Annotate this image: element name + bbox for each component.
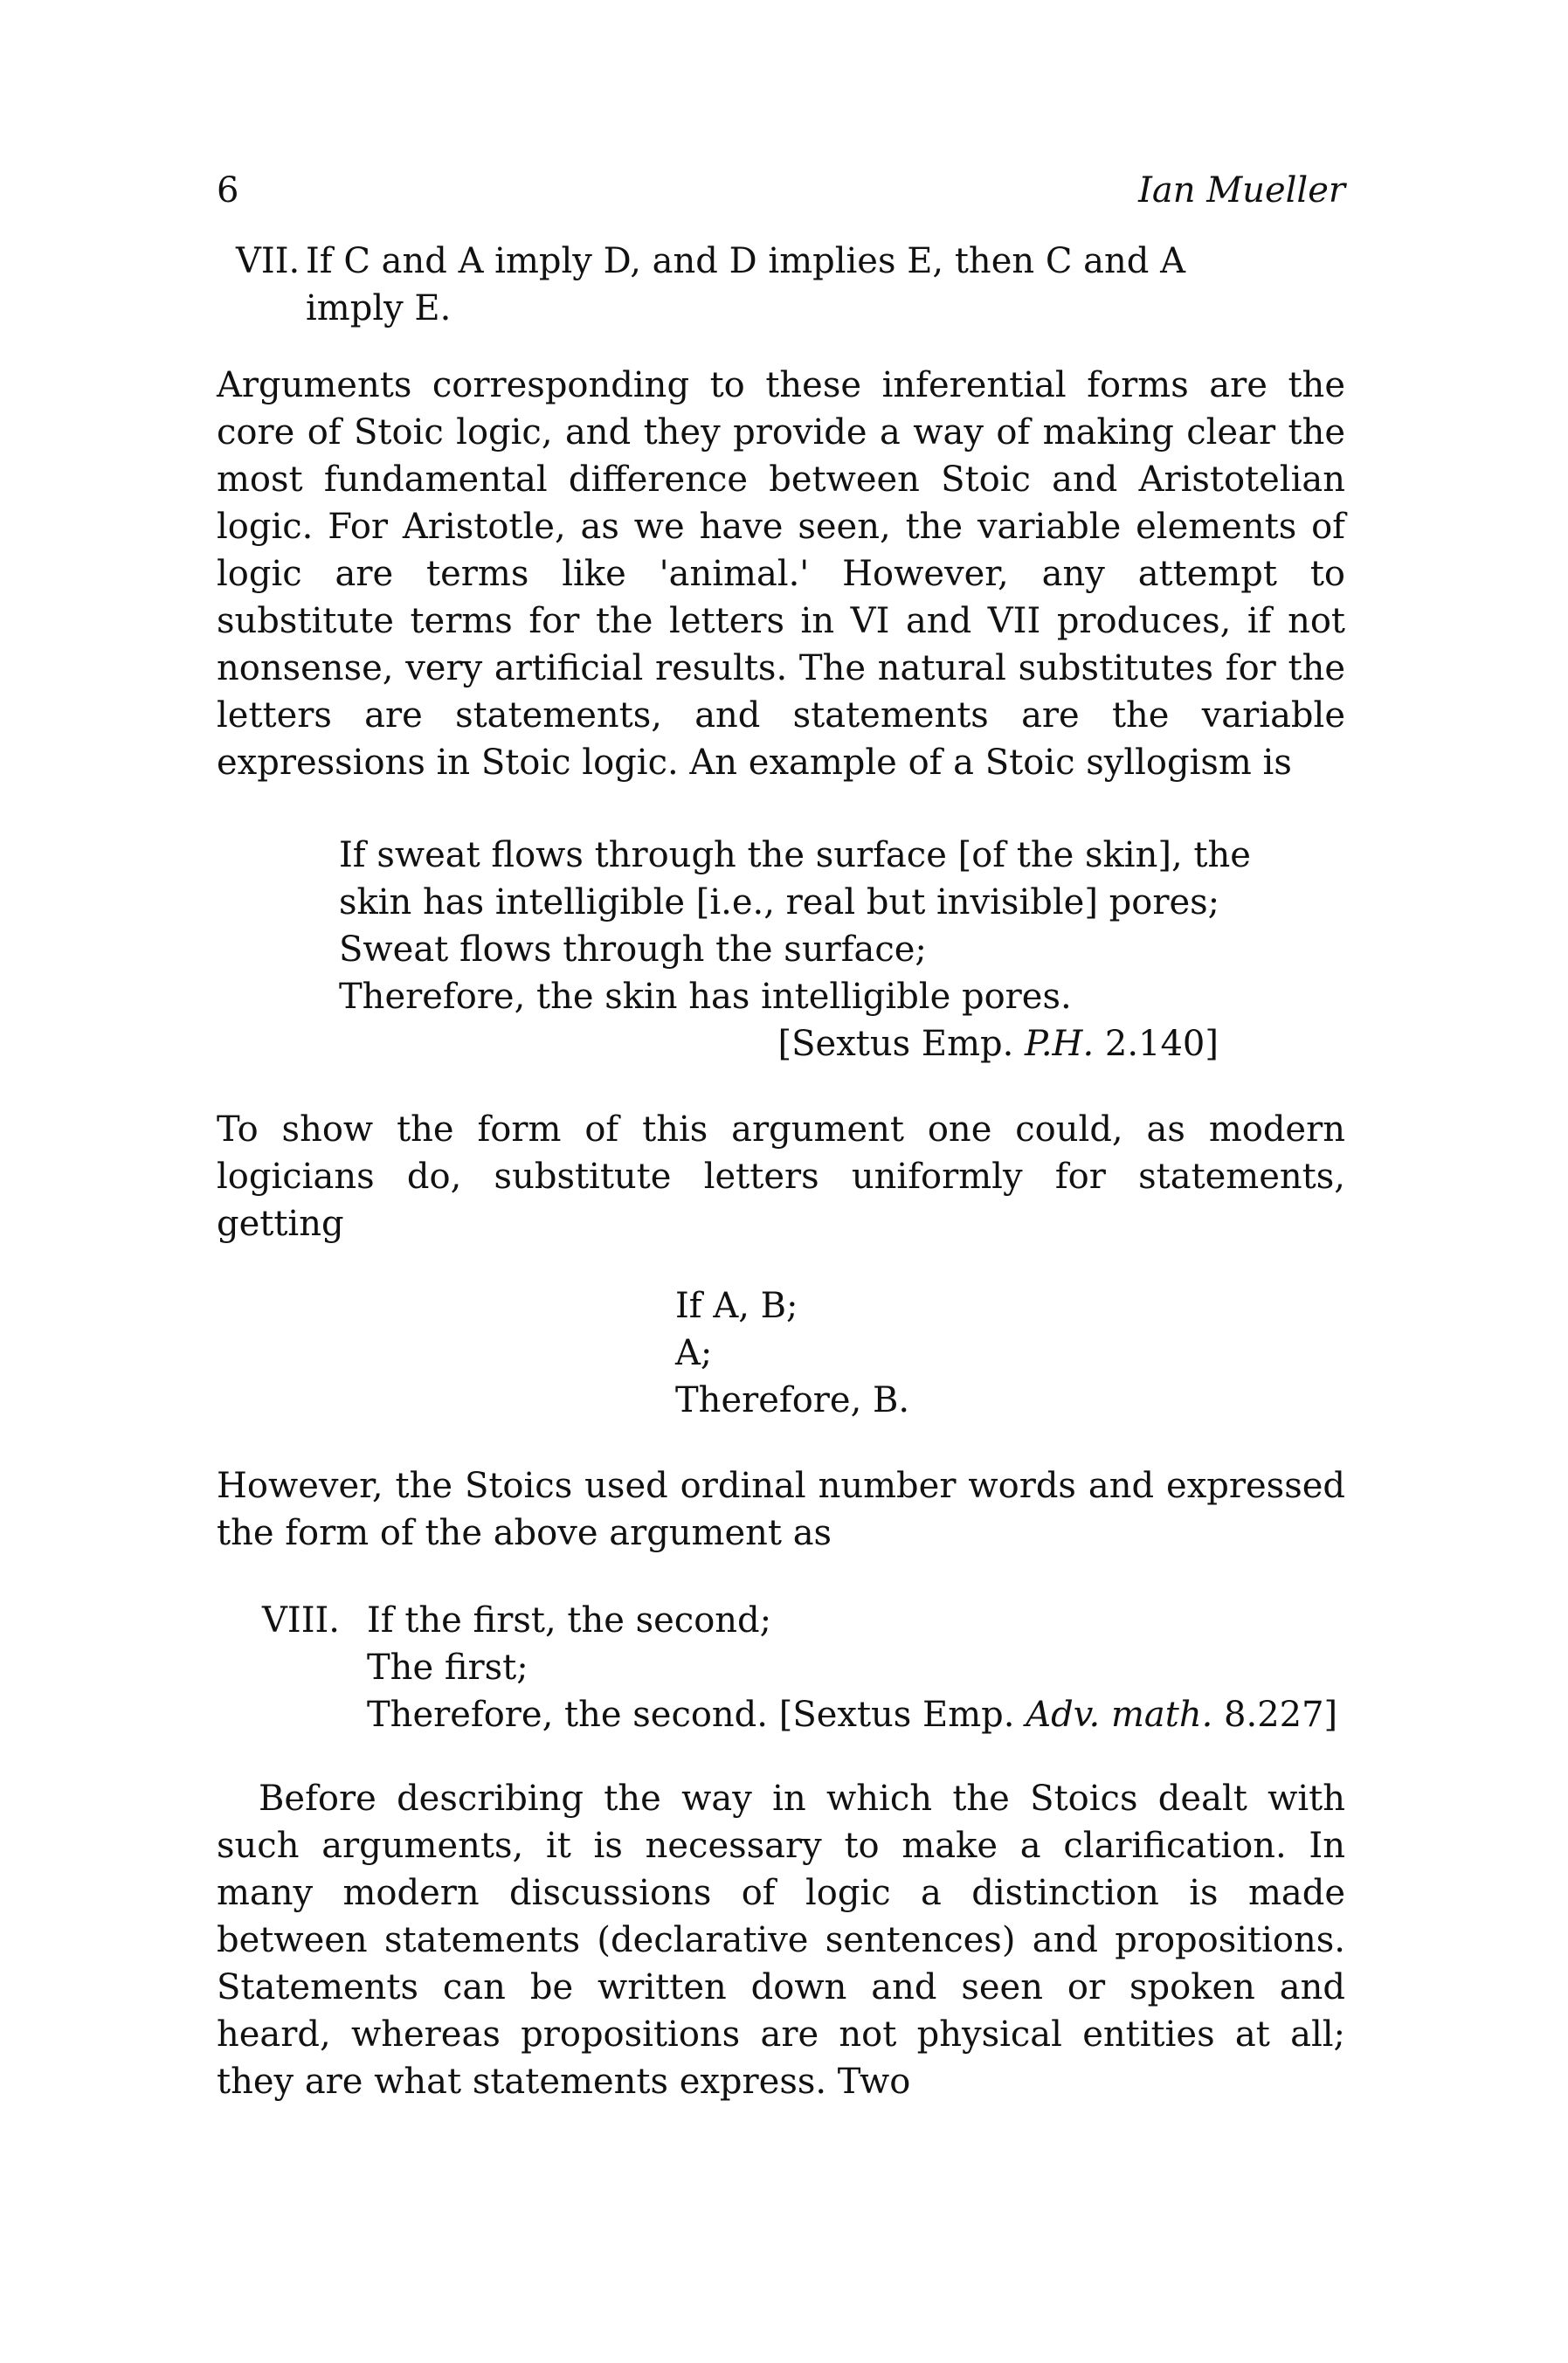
citation-lead: Therefore, the second. [Sextus Emp.: [367, 1695, 1026, 1735]
item-line: imply E.: [306, 288, 452, 328]
citation-prefix: [Sextus Emp.: [777, 1024, 1026, 1064]
item-number: VIII.: [262, 1600, 341, 1641]
schema-line: If A, B;: [675, 1286, 798, 1326]
item-text: [306, 238, 1345, 332]
paragraph-stoic-logic: Arguments corresponding to these inferential forms are the core of Stoic logic, and they provide a way of making clear the most fundamental difference between Stoic and Aristotelian logic. For Aristotle, as we have seen, the variable elements of logic are terms like 'animal.' However, any attempt to substitute terms for the letters in VI and VII produces, if not nonsense, very artificial results. The natural substitutes for the letters are statements, and statements are the variable expressions in Stoic logic. An example of a Stoic syllogism is: [217, 365, 1345, 783]
citation-work: Adv. math.: [1026, 1695, 1213, 1735]
item-line: If C and A imply D, and D implies E, then C and A: [306, 241, 1185, 281]
item-text: [367, 1597, 1345, 1738]
item-line: If the first, the second;: [367, 1600, 772, 1641]
citation-suffix: 8.227]: [1212, 1695, 1338, 1735]
item-number: VII.: [236, 241, 300, 281]
item-line: [367, 1691, 1345, 1738]
citation-work: P.H.: [1025, 1024, 1095, 1064]
quote-line: Therefore, the skin has intelligible pores.: [339, 977, 1072, 1017]
running-head: Ian Mueller: [1138, 170, 1345, 211]
page-body: [217, 238, 1345, 2105]
quote-line: If sweat flows through the surface [of the skin], the: [339, 835, 1251, 875]
page-header: [217, 170, 1345, 223]
item-vii: [236, 238, 1345, 332]
schema-line: Therefore, B.: [675, 1380, 910, 1420]
quote-line: skin has intelligible [i.e., real but invisible] pores;: [339, 882, 1220, 922]
quote-citation: [339, 1020, 1219, 1067]
citation-suffix: 2.140]: [1094, 1024, 1219, 1064]
syllogism-example: [339, 832, 1293, 1067]
argument-schema: [675, 1282, 1345, 1424]
page-number: 6: [217, 170, 239, 211]
paragraph-form: To show the form of this argument one could, as modern logicians do, substitute letters uniformly for statements, getting: [217, 1109, 1345, 1244]
paragraph-clarification: Before describing the way in which the Stoics dealt with such arguments, it is necessary to make a clarification. In many modern discussions of logic a distinction is made between statements (declarative sentences) and propositions. Statements can be written down and seen or spoken and heard, whereas propositions are not physical entities at all; they are what statements express. Two: [217, 1779, 1345, 2102]
schema-line: A;: [675, 1333, 713, 1373]
item-viii: [262, 1597, 1345, 1738]
item-line: The first;: [367, 1648, 528, 1688]
paragraph-ordinal: However, the Stoics used ordinal number words and expressed the form of the above argument as: [217, 1466, 1345, 1553]
quote-line: Sweat flows through the surface;: [339, 929, 927, 970]
